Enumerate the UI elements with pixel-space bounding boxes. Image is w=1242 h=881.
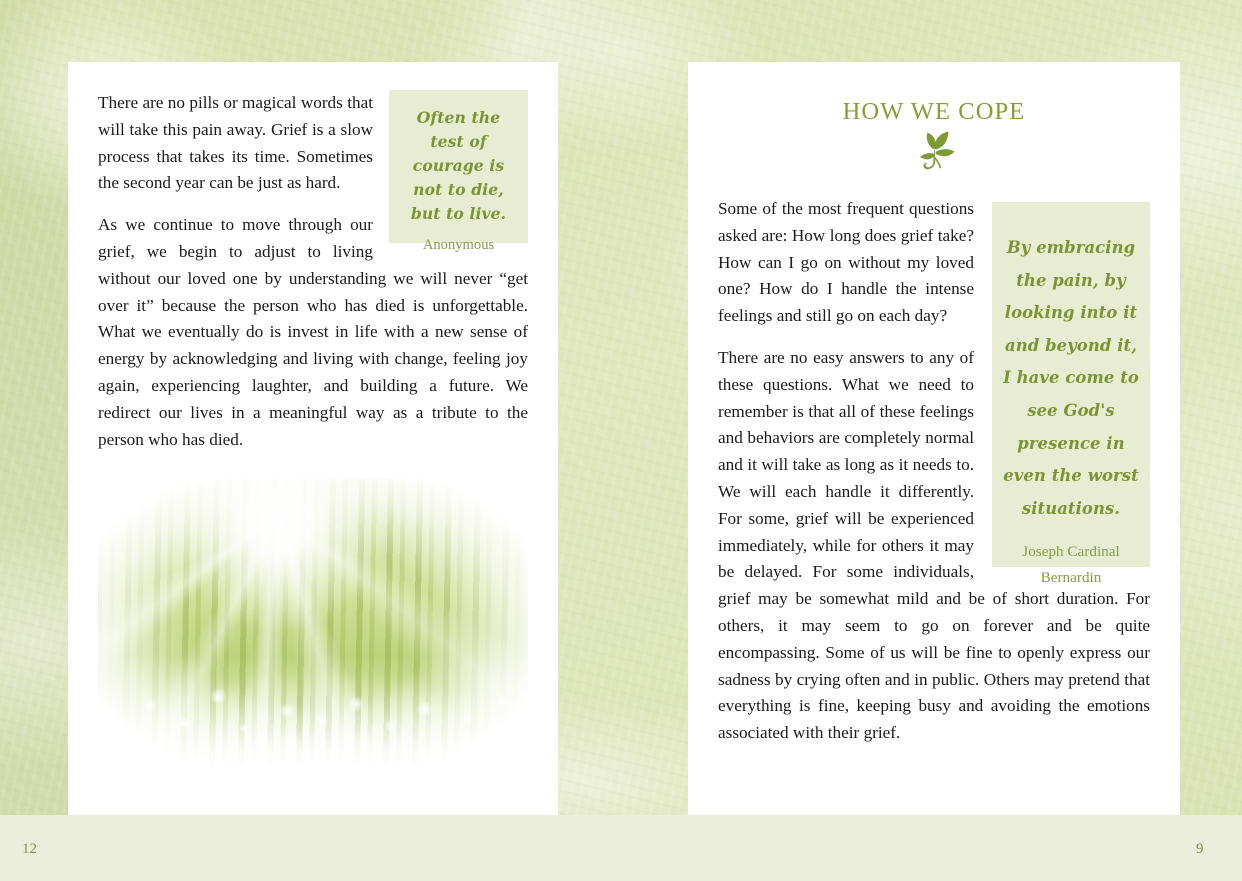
left-paragraph-2: As we continue to move through our grief, we begin to adjust to living without our loved one by understanding we will never “get over it” because the person who has died is unforgettable. What we eventually do is invest in life with a new sense of energy by acknowledging and living with change, feeling joy again, experiencing laughter, and building a future. We redirect our lives in a meaningful way as a tribute to the person who has died. xyxy=(98,215,528,449)
section-heading: HOW WE COPE xyxy=(842,98,1026,125)
left-page xyxy=(68,62,558,815)
background-bottom-band xyxy=(0,815,1242,881)
left-pull-quote-box xyxy=(389,90,528,253)
left-pull-quote-text: Often the test of courage is not to die, but to live. xyxy=(410,108,507,223)
page-number-left: 12 xyxy=(22,841,37,857)
page-number-right: 9 xyxy=(1196,841,1204,857)
right-page xyxy=(688,62,1180,815)
right-paragraph-2: There are no easy answers to any of these questions. What we need to remember is that all of these feelings and behaviors are completely normal and it will take as long as it needs to. We will each handle it differently. For some, grief will be experienced immediately, while for others it may be delayed. For some individuals, grief may be somewhat mild and be of short duration. For others, it may seem to go on forever and be quite encompassing. Some of us will be fine to openly express our sadness by crying often and in public. Others may pretend that everything is fine, keeping busy and avoiding the emotions associated with their grief. xyxy=(718,347,1150,743)
right-pull-quote-text: By embracing the pain, by looking into it and beyond it, I have come to see God's presence in even the worst situations. xyxy=(1003,238,1139,518)
right-pull-quote-author: Joseph Cardinal Bernardin xyxy=(1022,543,1120,587)
left-pull-quote-author: Anonymous xyxy=(422,237,495,253)
leaf-sprig-icon xyxy=(718,130,1150,178)
photo-vignette-fade xyxy=(98,479,528,764)
left-paragraph-1: There are no pills or magical words that will take this pain away. Grief is a slow process that takes its time. Sometimes the second year can be just as hard. xyxy=(98,93,373,193)
right-paragraph-1: Some of the most frequent questions asked are: How long does grief take? How can I go on without my loved one? How do I handle the intense feelings and still go on each day? xyxy=(718,199,974,326)
right-pull-quote-box xyxy=(992,202,1150,587)
forest-sunlight-photo xyxy=(98,479,528,764)
